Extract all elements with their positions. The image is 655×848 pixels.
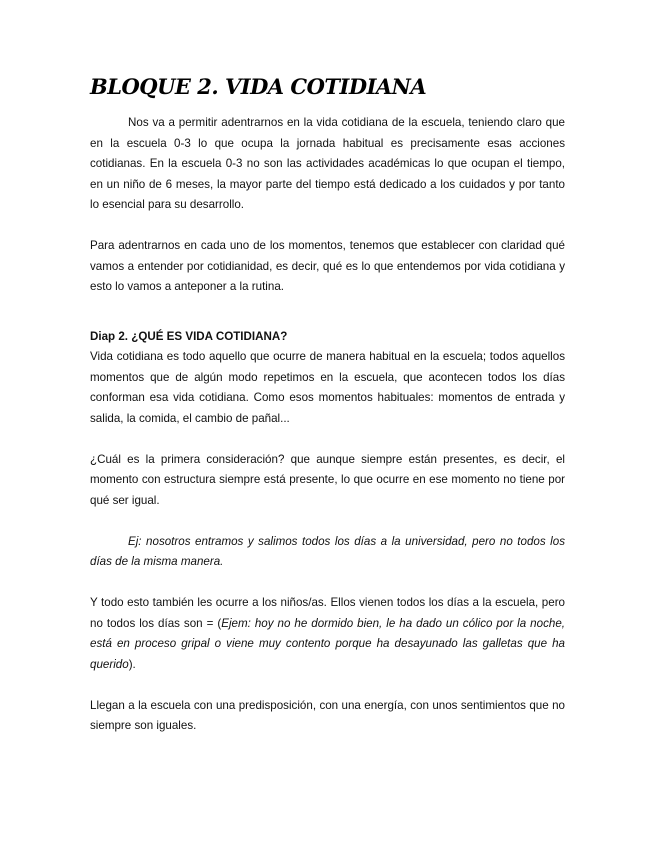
paragraph-intro: Nos va a permitir adentrarnos en la vida cotidiana de la escuela, teniendo claro que en la escuela 0-3 lo que ocupa la jornada habitual es precisamente esas acciones cotidianas. En la escuela 0-3 no son las actividades académicas lo que ocupan el tiempo, en un niño de 6 meses, la mayor parte del tiempo está dedicado a los cuidados y por tanto lo esencial para su desarrollo. <box>90 116 565 211</box>
spacer <box>90 298 565 327</box>
paragraph-consideration: ¿Cuál es la primera consideración? que aunque siempre están presentes, es decir, el momento con estructura siempre está presente, lo que ocurre en ese momento no tiene por qué ser igual. <box>90 452 565 507</box>
paragraph-children-example: Ejem: hoy no he dormido bien, le ha dado un cólico por la noche, está en proceso gripal o viene muy contento porque ha desayunado las galletas que ha querido <box>90 616 565 671</box>
paragraph-children <box>90 593 565 675</box>
paragraph-children-end: ). <box>128 657 136 671</box>
page-title: BLOQUE 2. VIDA COTIDIANA <box>90 74 427 99</box>
paragraph-children-start: Y todo esto también les ocurre a los niños/as. Ellos vienen todos los días a la escuela, pero no todos los días son = ( <box>90 596 565 630</box>
paragraph-predisposition: Llegan a la escuela con una predisposición, con una energía, con unos sentimientos que no siempre son iguales. <box>90 698 565 732</box>
spacer <box>90 511 565 532</box>
paragraph-example: Ej: nosotros entramos y salimos todos los días a la universidad, pero no todos los días de la misma manera. <box>90 534 565 568</box>
spacer <box>90 216 565 237</box>
paragraph-cotidianidad: Para adentrarnos en cada uno de los momentos, tenemos que establecer con claridad qué vamos a entender por cotidianidad, es decir, qué es lo que entendemos por vida cotidiana y esto lo vamos a anteponer a la rutina. <box>90 239 565 293</box>
spacer <box>90 675 565 696</box>
paragraph-definition: Vida cotidiana es todo aquello que ocurre de manera habitual en la escuela; todos aquellos momentos que de algún modo repetimos en la escuela, que acontecen todos los días conforman esa vida cotidiana. Como esos momentos habituales: momentos de entrada y salida, la comida, el cambio de pañal... <box>90 350 565 425</box>
section-heading: Diap 2. ¿QUÉ ES VIDA COTIDIANA? <box>90 329 288 343</box>
spacer <box>90 429 565 450</box>
spacer <box>90 573 565 594</box>
